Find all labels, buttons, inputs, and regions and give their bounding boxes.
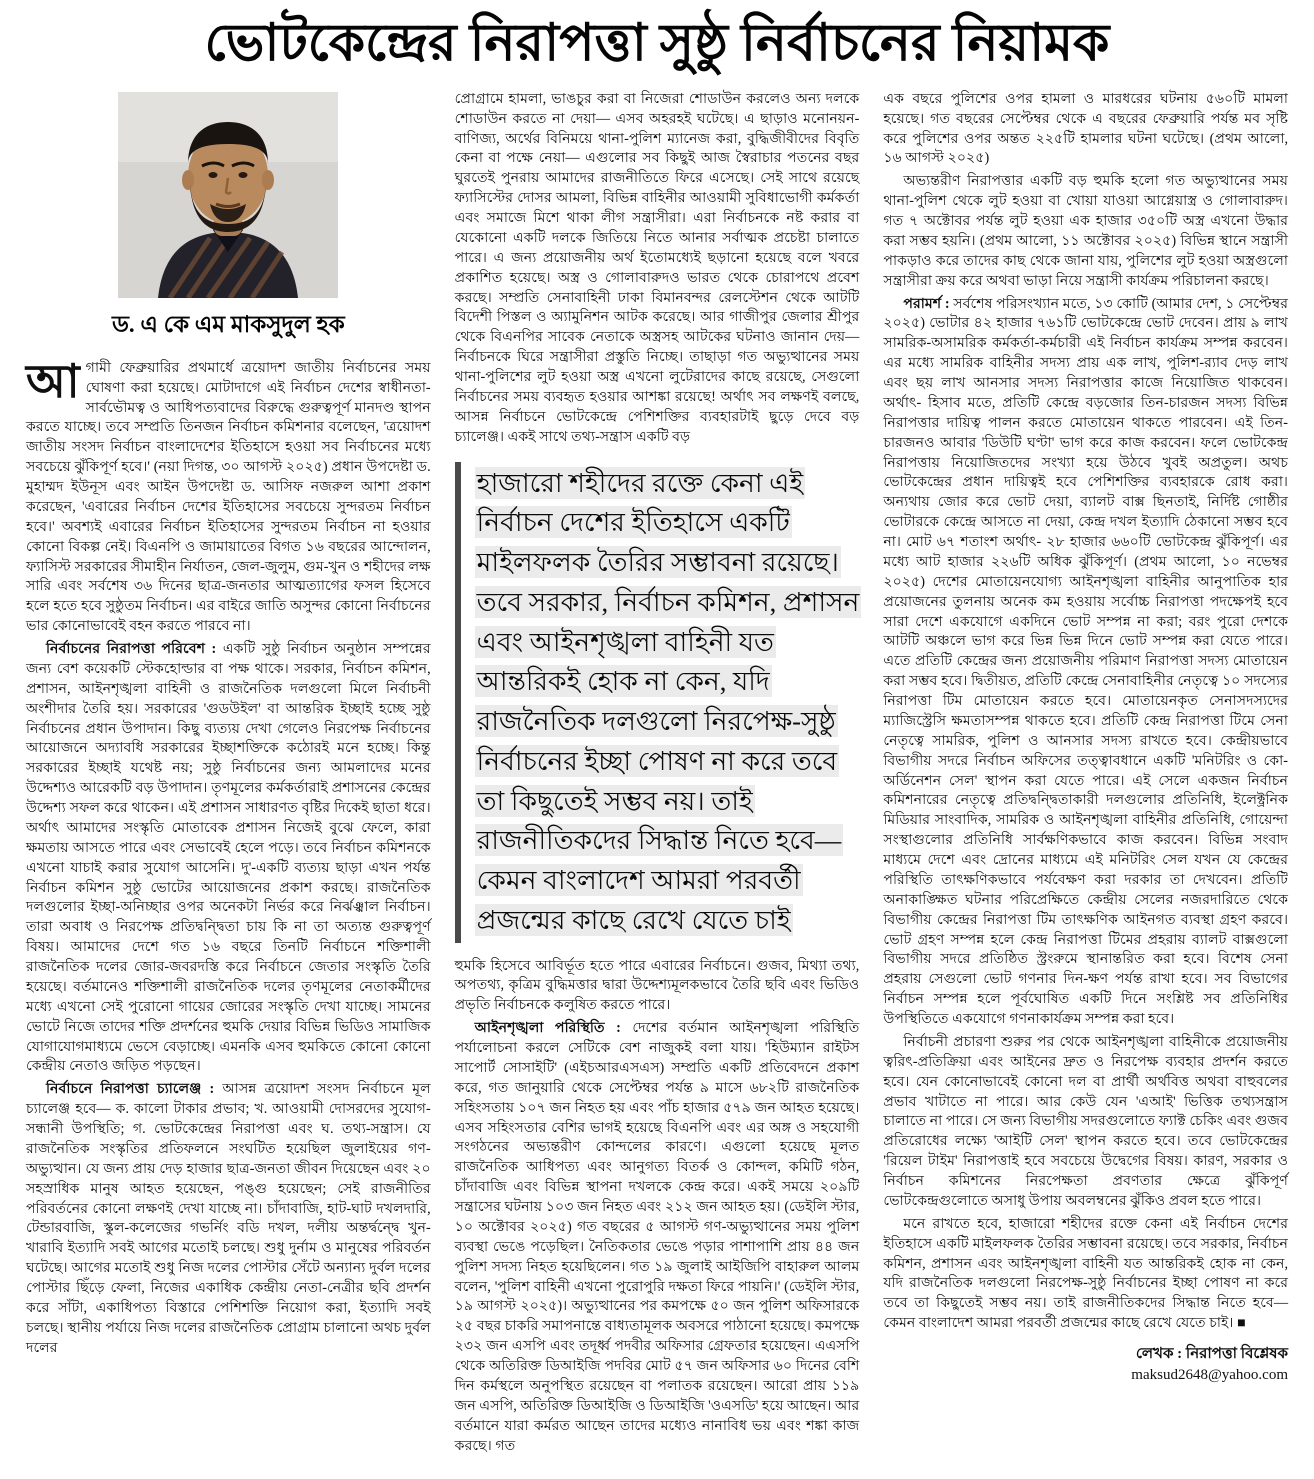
paragraph-intro (26, 355, 431, 637)
paragraph-campaign (883, 1033, 1288, 1212)
paragraph-text: এক বছরে পুলিশের ওপর হামলা ও মারধরের ঘটনায় ৫৬০টি মামলা হয়েছে। গত বছরের সেপ্টেম্বর থেকে এ বছরের ফেব্রুয়ারি পর্যন্ত মব সৃষ্টি করে পুলিশের ওপর অন্তত ২২৫টি হামলার ঘটনা ঘটেছে। (প্রথম আলো, ১৬ আগস্ট ২০২৫) (883, 90, 1289, 167)
paragraph-text: সর্বশেষ পরিসংখ্যান মতে, ১৩ কোটি (আমার দেশ, ১ সেপ্টেম্বর ২০২৫) ভোটার ৪২ হাজার ৭৬১টি ভোটকেন্দ্রে ভোট দেবেন। প্রায় ৯ লাখ সামরিক-অসামরিক কর্মকর্তা-কর্মচারী এই নির্বাচন কার্যক্রম সম্পন্ন করবেন। এর মধ্যে সামরিক বাহিনীর সদস্য প্রায় এক লাখ, পুলিশ-র‍্যাব দেড় লাখ এবং ছয় লাখ আনসার সদস্য নিরাপত্তার কাজে নিয়োজিত থাকবেন। অর্থাৎ- হিসাব মতে, প্রতিটি কেন্দ্রে বড়জোর তিন-চারজন সদস্য বিভিন্ন নিরাপত্তার দায়িত্ব পালন করতে মোতায়েন থাকতে পারবেন। এই তিন-চারজনও আবার 'ডিউটি ঘণ্টা' ভাগ করে কাজ করবেন। ফলে ভোটকেন্দ্র নিরাপত্তায় নিয়োজিতদের সংখ্যা হয়ে উঠবে খুবই অপ্রতুল। অথচ ভোটকেন্দ্রের প্রধান দায়িত্বই হবে পেশিশক্তির ব্যবহারকে রোধ করা। অন্যথায় জোর করে ভোট দেয়া, ব্যালট বাক্স ছিনতাই, নির্দিষ্ট গোষ্ঠীর ভোটারকে কেন্দ্রে আসতে না দেয়া, কেন্দ্র দখল ইত্যাদি ঠেকানো সম্ভব হবে না। মোট ৬৭ শতাংশ অর্থাৎ- ২৮ হাজার ৬৬০টি ভোটকেন্দ্র ঝুঁকিপূর্ণ। এর মধ্যে আট হাজার ২২৬টি অধিক ঝুঁকিপূর্ণ। (প্রথম আলো, ১০ নভেম্বর ২০২৫) দেশের মোতায়েনযোগ্য আইনশৃঙ্খলা বাহিনীর আনুপাতিক হার প্রয়োজনের তুলনায় অনেক কম হওয়ায় সর্বোচ্চ নিরাপত্তা পদক্ষেপই হবে সারা দেশে একযোগে একদিনে ভোট সম্পন্ন না করা; বরং পুরো দেশকে আটটি অঞ্চলে ভাগ করে ভিন্ন ভিন্ন দিনে ভোট সম্পন্ন করা যেতে পারে। এতে প্রতিটি কেন্দ্রের জন্য প্রয়োজনীয় পরিমাণ নিরাপত্তা সদস্য মোতায়েন করা সম্ভব হবে। দ্বিতীয়ত, প্রতিটি কেন্দ্রে সেনাবাহিনীর নেতৃত্বে ১০ সদস্যের নিরাপত্তা টিম মোতায়েন করতে হবে। মোতায়েনকৃত সেনাসদস্যদের ম্যাজিস্ট্রেসি ক্ষমতাসম্পন্ন থাকতে হবে। প্রতিটি কেন্দ্র নিরাপত্তা টিমে সেনা নেতৃত্বে সামরিক, পুলিশ ও আনসার সদস্য রাখতে হবে। কেন্দ্রীয়ভাবে বিভাগীয় সদরে নির্বাচন অফিসের তত্ত্বাবধানে একটি 'মনিটরিং ও কো-অর্ডিনেশন সেল' স্থাপন করা যেতে পারে। এই সেলে একজন নির্বাচন কমিশনারের নেতৃত্বে প্রতিদ্বন্দ্বিতাকারী দলগুলোর প্রতিনিধি, ইলেক্ট্রনিক মিডিয়ার সাংবাদিক, সামরিক ও আইনশৃঙ্খলা বাহিনীর প্রতিনিধি, গোয়েন্দা সংস্থাগুলোর প্রতিনিধি সার্বক্ষণিকভাবে কাজ করবেন। বিভিন্ন সংবাদ মাধ্যমে দেশে এবং দ্রোনের মাধ্যমে এই মনিটরিং সেল যখন যে কেন্দ্রের পরিস্থিতি তাৎক্ষণিকভাবে পর্যবেক্ষণ করা দরকার তা দেখবেন। প্রতিটি অনাকাঙ্ক্ষিত ঘটনার পরিপ্রেক্ষিতে কেন্দ্রীয় সেলের নজরদারিতে থেকে বিভাগীয় কেন্দ্রের নিরাপত্তা টিম তাৎক্ষণিক আইনগত ব্যবস্থা গ্রহণ করবে। ভোট গ্রহণ সম্পন্ন হলে কেন্দ্র নিরাপত্তা টিমের প্রহরায় ব্যালট বাক্সগুলো বিভাগীয় সদরে প্রতিষ্ঠিত স্ট্রংরুমে স্থানান্তরিত করা হবে। বিশেষ সেনা প্রহরায় সেগুলো ভোট গণনার দিন-ক্ষণ পর্যন্ত রাখা হবে। সব বিভাগের নির্বাচন সম্পন্ন হলে পূর্বঘোষিত একটি দিনে সংশ্লিষ্ট সব প্রতিনিধির উপস্থিতিতে একযোগে গণনাকার্যক্রম সম্পন্ন করা হবে। (883, 295, 1289, 1028)
paragraph-security-environment (26, 640, 431, 1077)
paragraph-text: মনে রাখতে হবে, হাজারো শহীদের রক্তে কেনা এই নির্বাচন দেশের ইতিহাসে একটি মাইলফলক তৈরির সম্ভাবনা রয়েছে। তবে সরকার, নির্বাচন কমিশন, প্রশাসন এবং আইনশৃঙ্খলা বাহিনী যত আন্তরিকই হোক না কেন, যদি রাজনৈতিক দলগুলো নিরপেক্ষ-সুষ্ঠু নির্বাচনের ইচ্ছা পোষণ না করে তবে তা কিছুতেই সম্ভব নয়। তাই রাজনীতিকদের সিদ্ধান্ত নিতে হবে— কেমন বাংলাদেশ আমরা পরবর্তী প্রজন্মের কাছে রেখে যেতে চাই। ■ (883, 1215, 1289, 1332)
paragraph-text: আসন্ন ত্রয়োদশ সংসদ নির্বাচনে মূল চ্যালেঞ্জ হবে— ক. কালো টাকার প্রভাব; খ. আওয়ামী দোসরদের সুযোগ-সন্ধানী উপস্থিতি; গ. ভোটকেন্দ্রের নিরাপত্তা এবং ঘ. তথ্য-সন্ত্রাস। যে রাজনৈতিক সংস্কৃতির প্রতিফলনে সংঘটিত হয়েছিল জুলাইয়ের গণ-অভ্যুত্থান। যে জন্য প্রায় দেড় হাজার ছাত্র-জনতা জীবন দিয়েছেন এবং ২০ সহস্রাধিক মানুষ আহত হয়েছেন, পঙ্গু হয়েছেন; সেই রাজনীতির পরিবর্তনের কোনো লক্ষণই দেখা যাচ্ছে না। চাঁদাবাজি, হাট-ঘাট দখলদারি, টেন্ডারবাজি, স্কুল-কলেজের গভর্নিং বডি দখল, দলীয় অন্তর্দ্বন্দ্বে খুন-খারাবি ইত্যাদি সবই আগের মতোই চলছে। শুধু দুর্নাম ও মানুষের পরিবর্তন ঘটেছে। আগের মতোই শুধু নিজ দলের পোস্টার সেঁটে অন্যান্য দুর্বল দলের পোস্টার ছিঁড়ে ফেলা, নিজের একাধিক কেন্দ্রীয় নেতা-নেত্রীর ছবি প্রদর্শন করে সাঁটা, একাধিপত্য বিস্তারে পেশিশক্তি নিয়োগ করা, ইত্যাদি সবই চলছে। স্থানীয় পর্যায়ে নিজ দলের রাজনৈতিক প্রোগ্রাম চালানো অথচ দুর্বল দলের (26, 1081, 431, 1356)
author-byline (883, 1344, 1288, 1386)
paragraph-text: নির্বাচনী প্রচারণা শুরুর পর থেকে আইনশৃঙ্খলা বাহিনীকে প্রয়োজনীয় ত্বরিৎ-প্রতিক্রিয়া এবং আইনের দ্রুত ও নিরপেক্ষ ব্যবহার প্রদর্শন করতে হবে। যেন কোনোভাবেই কোনো দল বা প্রার্থী অর্থবিত্ত অথবা বাহুবলের প্রভাব খাটাতে না পারে। আর কেউ যেন 'এআই' ভিত্তিক তথ্যসন্ত্রাস চালাতে না পারে। সে জন্য বিভাগীয় সদরগুলোতে ফ্যাক্ট চেকিং এবং গুজব প্রতিরোধের লক্ষ্যে 'আইটি সেল' স্থাপন করতে হবে। তবে ভোটকেন্দ্রের 'রিয়েল টাইম' নিরাপত্তাই হবে সবচেয়ে উদ্বেগের বিষয়। কারণ, সরকার ও নির্বাচন কমিশনের নিরপেক্ষতা প্রবণতার ক্ষেত্রে ঝুঁকিপূর্ণ ভোটকেন্দ্রগুলোতে অসাধু উপায় অবলম্বনের ঝুঁকিও প্রবল হতে পারে। (883, 1033, 1289, 1209)
column-2 (455, 90, 860, 1460)
paragraph-law-order (455, 1019, 860, 1456)
section-heading: পরামর্শ : (903, 295, 950, 312)
paragraph-continuation (455, 90, 860, 448)
paragraph-internal-security (883, 172, 1288, 291)
paragraph-text: প্রোগ্রামে হামলা, ভাঙচুর করা বা নিজেরা শোডাউন করলেও অন্য দলকে শোডাউন করতে না দেয়া— এসব অহরহই ঘটেছে। এ ছাড়াও মনোনয়ন-বাণিজ্য, অর্থের বিনিময়ে থানা-পুলিশ ম্যানেজ করা, বুদ্ধিজীবীদের বিবৃতি কেনা বা পক্ষে নেয়া— এগুলোর সব কিছুই আজ স্বৈরাচার পতনের বছর ঘুরতেই পুনরায় আমাদের রাজনীতিতে ফিরে এসেছে। সেই সাথে রয়েছে ফ্যাসিস্টের দোসর আমলা, বিভিন্ন বাহিনীর আওয়ামী সুবিধাভোগী কর্মকর্তা এবং সমাজে মিশে থাকা লীগ সন্ত্রাসীরা। এরা নির্বাচনকে নষ্ট করার বা যেকোনো একটি দলকে জিতিয়ে নিতে আনার সর্বাত্মক প্রচেষ্টা চালাতে পারে। এ জন্য প্রয়োজনীয় অর্থ ইতোমধ্যেই ছড়ানো হয়েছে বলে খবরে প্রকাশিত হয়েছে। অস্ত্র ও গোলাবারুদও ভারত থেকে চোরাপথে প্রবেশ করছে। সম্প্রতি সেনাবাহিনী ঢাকা বিমানবন্দর রেলস্টেশন থেকে আটটি বিদেশী পিস্তল ও অ্যামুনিশন আটক করেছে। আর গাজীপুর জেলার শ্রীপুর থেকে বিএনপির সাবেক নেতাকে অস্ত্রসহ আটকের ঘটনাও জানান দেয়— নির্বাচনকে ঘিরে সন্ত্রাসীরা প্রস্তুতি নিচ্ছে। তাছাড়া গত অভ্যুত্থানের সময় থানা-পুলিশের লুট হওয়া অস্ত্র এখনো লুটেরাদের কাছে রয়েছে, সেগুলো নির্বাচনের সময় ব্যবহৃত হওয়ার আশঙ্কা রয়েছে! অর্থাৎ সব লক্ষণই বলছে, আসন্ন নির্বাচনে ভোটকেন্দ্রে পেশিশক্তির ব্যবহারটাই ছুড়ে দেবে বড় চ্যালেঞ্জ। একই সাথে তথ্য-সন্ত্রাস একটি বড় (454, 90, 860, 445)
pull-quote (455, 462, 860, 943)
section-heading: আইনশৃঙ্খলা পরিস্থিতি : (474, 1020, 621, 1037)
paragraph-text: অভ্যন্তরীণ নিরাপত্তার একটি বড় হুমকি হলো গত অভ্যুত্থানের সময় থানা-পুলিশ থেকে লুট হওয়া বা খোয়া যাওয়া আগ্নেয়াস্ত্র ও গোলাবারুদ। গত ৭ অক্টোবর পর্যন্ত লুট হওয়া এক হাজার ৩৫০টি অস্ত্র এখনো উদ্ধার করা সম্ভব হয়নি। (প্রথম আলো, ১১ অক্টোবর ২০২৫) বিভিন্ন স্থানে সন্ত্রাসী পাকড়াও করে তাদের কাছ থেকে জানা যায়, পুলিশের লুট হওয়া অস্ত্রগুলো সন্ত্রাসীরা ক্রয় করে অথবা ভাড়া নিয়ে সন্ত্রাসী কার্যক্রম পরিচালনা করছে। (883, 173, 1289, 289)
author-name: ড. এ কে এম মাকসুদুল হক (111, 311, 345, 337)
author-role: লেখক : নিরাপত্তা বিশ্লেষক (1135, 1346, 1289, 1363)
paragraph-continuation (455, 957, 860, 1017)
paragraph-continuation (883, 90, 1288, 170)
paragraph-conclusion (883, 1215, 1288, 1334)
article-headline: ভোটকেন্দ্রের নিরাপত্তা সুষ্ঠু নির্বাচনের নিয়ামক (204, 15, 1110, 72)
paragraph-security-challenge (26, 1080, 431, 1358)
section-heading: নির্বাচনে নিরাপত্তা চ্যালেঞ্জ : (46, 1081, 215, 1098)
paragraph-recommendations (883, 295, 1288, 1030)
drop-cap: আ (26, 355, 80, 407)
column-3 (883, 90, 1288, 1460)
section-heading: নির্বাচনের নিরাপত্তা পরিবেশ : (46, 641, 217, 658)
pull-quote-text: হাজারো শহীদের রক্তে কেনা এই নির্বাচন দেশের ইতিহাসে একটি মাইলফলক তৈরির সম্ভাবনা রয়েছে। তবে সরকার, নির্বাচন কমিশন, প্রশাসন এবং আইনশৃঙ্খলা বাহিনী যত আন্তরিকই হোক না কেন, যদি রাজনৈতিক দলগুলো নিরপেক্ষ-সুষ্ঠু নির্বাচনের ইচ্ছা পোষণ না করে তবে তা কিছুতেই সম্ভব নয়। তাই রাজনীতিকদের সিদ্ধান্ত নিতে হবে— কেমন বাংলাদেশ আমরা পরবর্তী প্রজন্মের কাছে রেখে যেতে চাই (476, 467, 860, 935)
paragraph-text: দেশের বর্তমান আইনশৃঙ্খলা পরিস্থিতি পর্যালোচনা করলে সেটিকে বেশ নাজুকই বলা যায়। 'হিউম্যান রাইটস সাপোর্ট সোসাইটি' (এইচআরএসএস) সম্প্রতি একটি প্রতিবেদনে প্রকাশ করে, গত জানুয়ারি থেকে সেপ্টেম্বর পর্যন্ত ৯ মাসে ৬৮২টি রাজনৈতিক সহিংসতায় ১০৭ জন নিহত হয় এবং পাঁচ হাজার ৫৭৯ জন আহত হয়েছে। এসব সহিংসতার বেশির ভাগই হয়েছে বিএনপি এবং এর অঙ্গ ও সহযোগী সংগঠনের অভ্যন্তরীণ কোন্দলের কারণে। এগুলো হয়েছে মূলত রাজনৈতিক আধিপত্য এবং আনুগত্য বিতর্ক ও কোন্দল, কমিটি গঠন, চাঁদাবাজি এবং বিভিন্ন স্থাপনা দখলকে কেন্দ্র করে। একই সময়ে ২০৯টি সন্ত্রাসের ঘটনায় ১০৩ জন নিহত এবং ২১২ জন আহত হয়। (ডেইলি স্টার, ১০ অক্টোবর ২০২৫) গত বছরের ৫ আগস্ট গণ-অভ্যুত্থানের সময় পুলিশ ব্যবস্থা ভেঙে পড়েছিল। নৈতিকতার ভেঙে পড়ার পাশাপাশি প্রায় ৪৪ জন পুলিশ সদস্য নিহত হয়েছিলেন। গত ১৯ জুলাই আইজিপি বাহারুল আলম বলেন, 'পুলিশ বাহিনী এখনো পুরোপুরি দক্ষতা ফিরে পায়নি।' (ডেইলি স্টার, ১৯ আগস্ট ২০২৫)। অভ্যুত্থানের পর কমপক্ষে ৫০ জন পুলিশ অফিসারকে ২৫ বছর চাকরি সমাপনান্তে বাধ্যতামূলক অবসরে পাঠানো হয়েছে। কমপক্ষে ২৩২ জন এসপি এবং তদূর্ধ্ব পদবীর অফিসার গ্রেফতার হয়েছেন। এএসপি থেকে অতিরিক্ত ডিআইজি পদবির মোট ৫৭ জন অফিসার ৬০ দিনের বেশি দিন কর্মস্থলে অনুপস্থিত রয়েছেন বা পলাতক রয়েছেন। আরো প্রায় ১১৯ জন এসপি, অতিরিক্ত ডিআইজি ও ডিআইজি 'ওএসডি' হয়ে আছেন। আর বর্তমানে যারা কর্মরত আছেন তাদের মধ্যেও নানাবিধ ভয় এবং শঙ্কা কাজ করছে। গত (454, 1020, 860, 1454)
column-1 (26, 90, 431, 1460)
paragraph-text: একটি সুষ্ঠু নির্বাচন অনুষ্ঠান সম্পন্নের জন্য বেশ কয়েকটি স্টেকহোল্ডার বা পক্ষ থাকে। সরকার, নির্বাচন কমিশন, প্রশাসন, আইনশৃঙ্খলা বাহিনী ও রাজনৈতিক দলগুলো মিলে নির্বাচনী অংশীদার তৈরি হয়। সরকারের 'গুডউইল' বা আন্তরিক ইচ্ছাই হচ্ছে সুষ্ঠু নির্বাচনের প্রধান উপাদান। কিছু ব্যত্যয় দেখা গেলেও নিরপেক্ষ নির্বাচনের আয়োজনে অদ্যাবধি সরকারের ইচ্ছাশক্তিকে কঠোরই মনে হচ্ছে। কিন্তু সরকারের ইচ্ছাই যথেষ্ট নয়; সুষ্ঠু নির্বাচনের জন্য আমলাদের মনের উদ্দেশ্যও আরেকটি বড় উপাদান। তৃণমূলের কর্মকর্তারাই প্রশাসনের কেন্দ্রের উদ্দেশ্য সফল করে থাকেন। এই প্রশাসন সাধারণত বৃষ্টির দিকেই ছাতা ধরে। অর্থাৎ আমাদের সংস্কৃতি মোতাবেক প্রশাসন নিজেই বুঝে ফেলে, কারা ক্ষমতায় আসতে পারে এবং সেভাবেই হেলে পড়ে। তবে নির্বাচন কমিশনকে এখনো যাচাই করার সুযোগ আসেনি। দু'-একটি ব্যত্যয় ছাড়া এখন পর্যন্ত নির্বাচন কমিশন সুষ্ঠু ভোটের আয়োজনের প্রকাশ করছে। রাজনৈতিক দলগুলোর ইচ্ছা-অনিচ্ছার ওপর অনেকটা নির্ভর করে নির্ঝঞ্ঝাল নির্বাচন। তারা অবাধ ও নিরপেক্ষ প্রতিদ্বন্দ্বিতা চায় কি না তা অত্যন্ত গুরুত্বপূর্ণ বিষয়। আমাদের দেশে গত ১৬ বছরে তিনটি নির্বাচনে শক্তিশালী রাজনৈতিক দলের জোর-জবরদস্তি করে নির্বাচনে জেতার সংস্কৃতি তৈরি হয়েছে। বর্তমানেও শক্তিশালী রাজনৈতিক দলের তৃণমূলের নেতাকর্মীদের মধ্যে এখনো সেই পুরোনো গায়ের জোরের সংস্কৃতি দেখা যাচ্ছে। সামনের ভোটে নিজে তাদের শক্তি প্রদর্শনের হুমকি দেয়ার বিভিন্ন ভিডিও সামাজিক যোগাযোগমাধ্যমে ভেসে বেড়াচ্ছে। এমনকি এসব হুমকিতে কোনো কোনো কেন্দ্রীয় নেতাও জড়িত পড়ছেন। (26, 641, 431, 1075)
paragraph-text: গামী ফেব্রুয়ারির প্রথমার্ধে ত্রয়োদশ জাতীয় নির্বাচনের সময় ঘোষণা করা হয়েছে। মোটাদাগে এই নির্বাচন দেশের স্বাধীনতা-সার্বভৌমত্ব ও আধিপত্যবাদের বিরুদ্ধে গুরুত্বপূর্ণ মানদণ্ড স্থাপন করতে যাচ্ছে। তবে সম্প্রতি তিনজন নির্বাচন কমিশনার বলেছেন, 'ত্রয়োদশ জাতীয় সংসদ নির্বাচন বাংলাদেশের ইতিহাসে হওয়া সব নির্বাচনের মধ্যে সবচেয়ে ঝুঁকিপূর্ণ হবে।' (নয়া দিগন্ত, ৩০ আগস্ট ২০২৫) প্রধান উপদেষ্টা ড. মুহাম্মদ ইউনূস এবং আইন উপদেষ্টা ড. আসিফ নজরুল আশা প্রকাশ করেছেন, 'এবারের নির্বাচন দেশের ইতিহাসের সবচেয়ে সুন্দরতম নির্বাচন হবে।' অবশ্যই এবারের নির্বাচন ইতিহাসের সুন্দরতম নির্বাচন না হওয়ার কোনো বিকল্প নেই। বিএনপি ও জামায়াতের বিগত ১৬ বছরের আন্দোলন, ফ্যাসিস্ট সরকারের সীমাহীন নির্যাতন, জেল-জুলুম, গুম-খুন ও শহীদের লক্ষ সারি এবং সর্বশেষ ৩৬ দিনের ছাত্র-জনতার আত্মত্যাগের ফসল হিসেবে হলে হতে হবে সুষ্ঠুতম নির্বাচন। এর বাইরে জাতি অসুন্দর কোনো নির্বাচনের ভার কোনোভাবেই বহন করতে পারবে না। (26, 359, 431, 635)
author-photo (118, 92, 338, 298)
author-email: maksud2648@yahoo.com (1131, 1367, 1289, 1384)
paragraph-text: হুমকি হিসেবে আবির্ভূত হতে পারে এবারের নির্বাচনে। গুজব, মিথ্যা তথ্য, অপতথ্য, কৃত্রিম বুদ্ধিমত্তার দ্বারা উদ্দেশ্যমূলকভাবে তৈরি ছবি এবং ভিডিও প্রভৃতি নির্বাচনকে কলুষিত করতে পারে। (454, 957, 860, 1014)
article-body (26, 90, 1288, 1460)
author-portrait-illustration (118, 92, 338, 298)
